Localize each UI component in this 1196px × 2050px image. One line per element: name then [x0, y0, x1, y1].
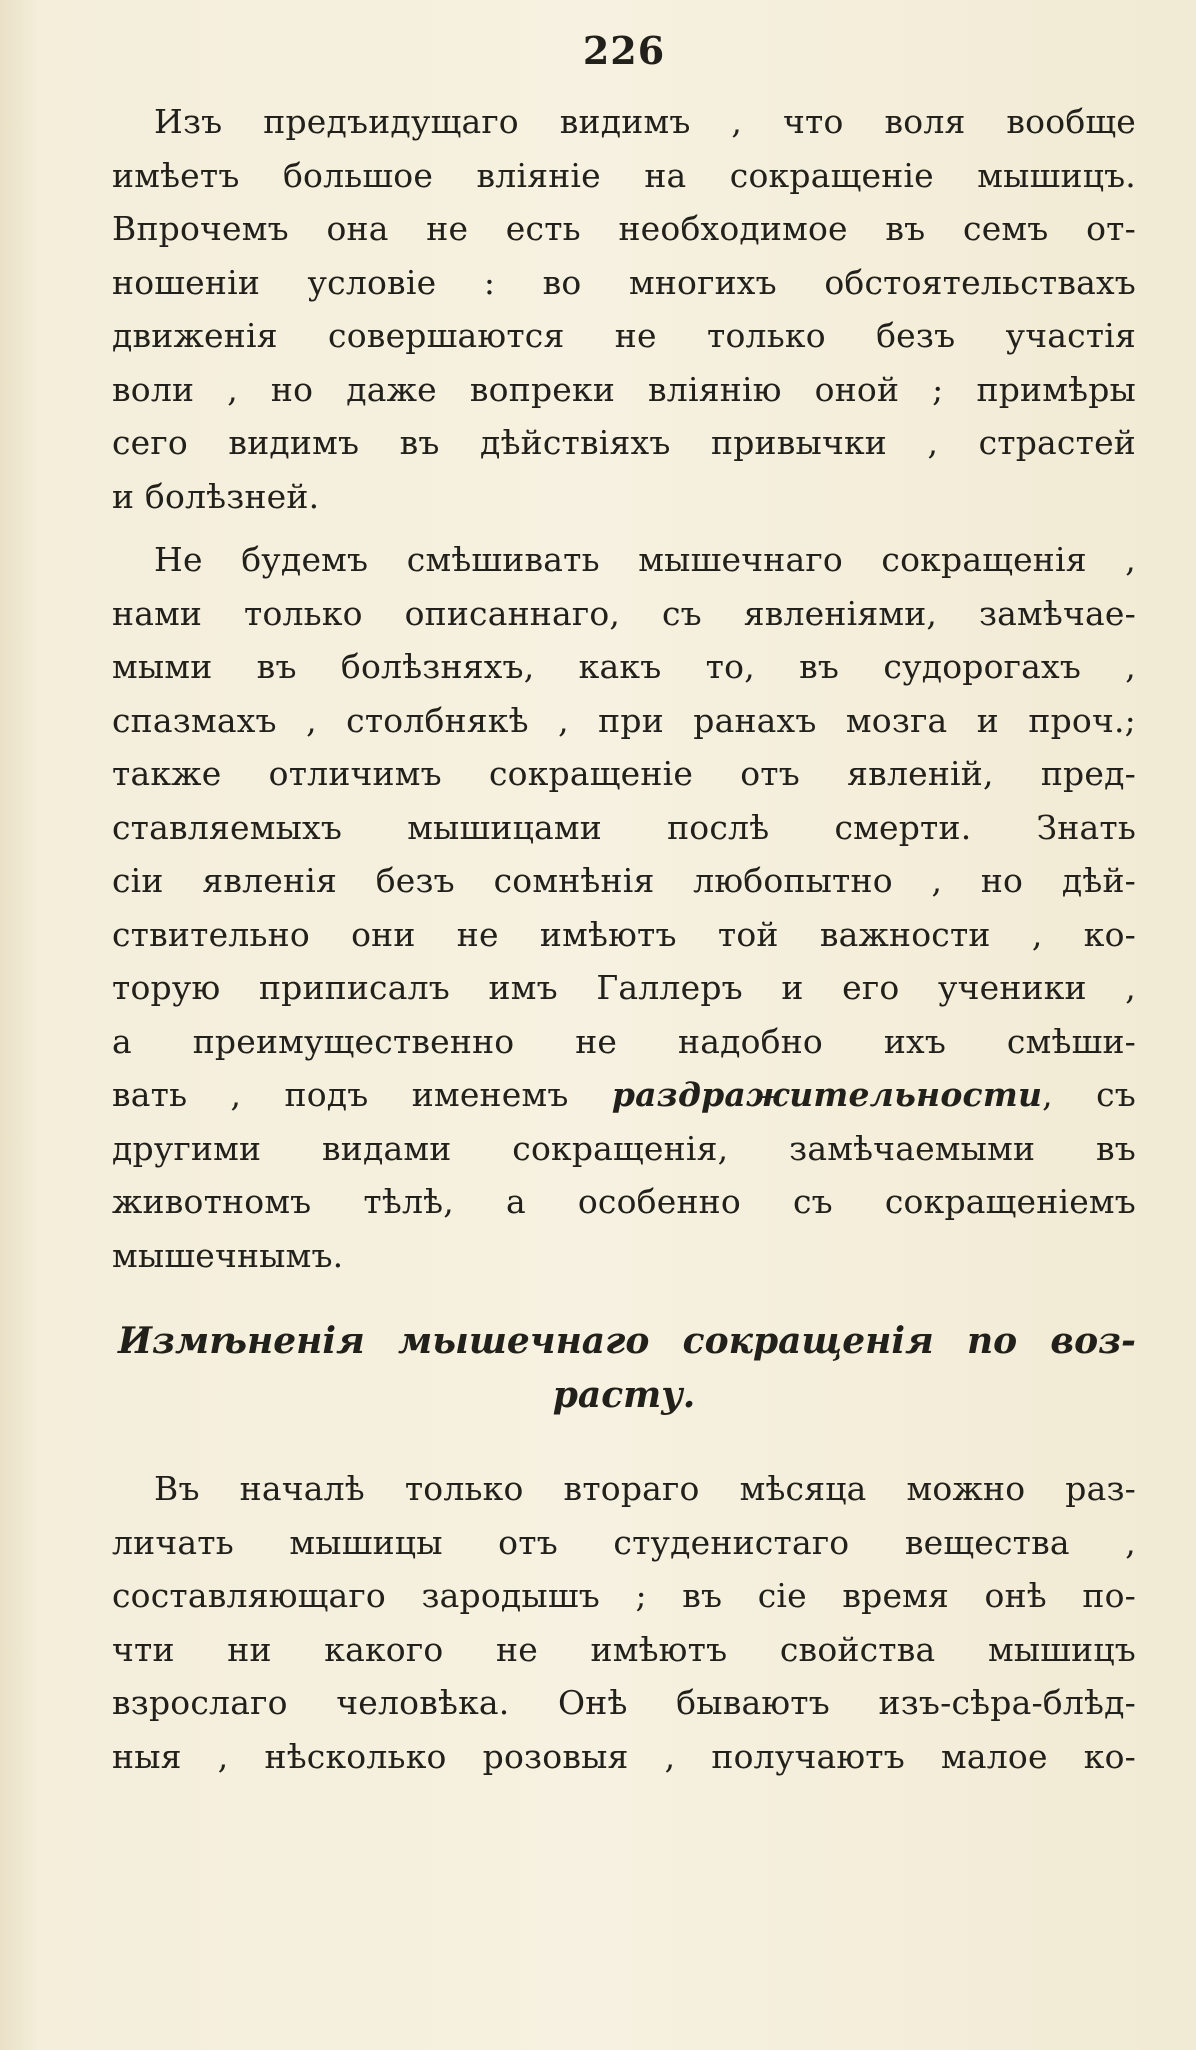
text-line: животномъ тѣлѣ, а особенно съ сокращеніемъ	[112, 1182, 1136, 1221]
text-line: и болѣзней.	[112, 476, 320, 516]
text-line: мыми въ болѣзняхъ, какъ то, въ судорогахъ ,	[112, 647, 1136, 686]
line-prefix: вать , подъ именемъ	[112, 1075, 569, 1114]
text-line: имѣетъ большое вліяніе на сокращеніе мышицъ.	[112, 155, 1136, 195]
text-line: торую приписалъ имъ Галлеръ и его ученики ,	[112, 968, 1136, 1007]
text-line: сіи явленія безъ сомнѣнія любопытно , но дѣй-	[112, 861, 1136, 900]
text-line: воли , но даже вопреки вліянію оной ; примѣры	[112, 369, 1136, 409]
paragraph-1	[112, 95, 1136, 523]
text-line: ствительно они не имѣютъ той важности , ко-	[112, 914, 1136, 954]
text-line: Изъ предъидущаго видимъ , что воля вообще	[154, 102, 1136, 141]
text-line: а преимущественно не надобно ихъ смѣши-	[112, 1021, 1136, 1061]
text-line: ныя , нѣсколько розовыя , получаютъ малое ко-	[112, 1736, 1136, 1776]
text-line: сего видимъ въ дѣйствіяхъ привычки , страстей	[112, 423, 1136, 462]
text-line: составляющаго зародышъ ; въ сіе время онѣ по-	[112, 1576, 1136, 1615]
text-line: Впрочемъ она не есть необходимое въ семъ от-	[112, 209, 1136, 248]
heading-line: расту.	[552, 1374, 696, 1416]
text-line: Въ началѣ только втораго мѣсяца можно раз-	[154, 1469, 1136, 1508]
section-heading	[112, 1314, 1136, 1422]
text-line: также отличимъ сокращеніе отъ явленій, пред-	[112, 754, 1136, 793]
heading-line: Измѣненія мышечнаго сокращенія по воз-	[118, 1320, 1136, 1362]
text-line: ставляемыхъ мышицами послѣ смерти. Знать	[112, 807, 1136, 847]
text-line: ношеніи условіе : во многихъ обстоятельствахъ	[112, 262, 1136, 302]
text-line: спазмахъ , столбнякѣ , при ранахъ мозга и проч.;	[112, 700, 1136, 740]
text-line: мышечнымъ.	[112, 1235, 344, 1275]
text-line: другими видами сокращенія, замѣчаемыми въ	[112, 1128, 1136, 1168]
text-line: взрослаго человѣка. Онѣ бываютъ изъ-сѣра-блѣд-	[112, 1683, 1136, 1722]
text-line: чти ни какого не имѣютъ свойства мышицъ	[112, 1629, 1136, 1669]
text-line: нами только описаннаго, съ явленіями, замѣчае-	[112, 593, 1136, 633]
paragraph-2	[112, 533, 1136, 1282]
text-line: личать мышицы отъ студенистаго вещества ,	[112, 1522, 1136, 1562]
text-line: Не будемъ смѣшивать мышечнаго сокращенія ,	[154, 540, 1136, 579]
page-number: 226	[582, 28, 666, 73]
paragraph-3	[112, 1462, 1136, 1783]
italic-term: раздражительности	[611, 1075, 1043, 1114]
text-line-with-term	[112, 1068, 1136, 1122]
text-line: движенія совершаются не только безъ участія	[112, 316, 1136, 355]
line-suffix: , съ	[1042, 1075, 1136, 1114]
